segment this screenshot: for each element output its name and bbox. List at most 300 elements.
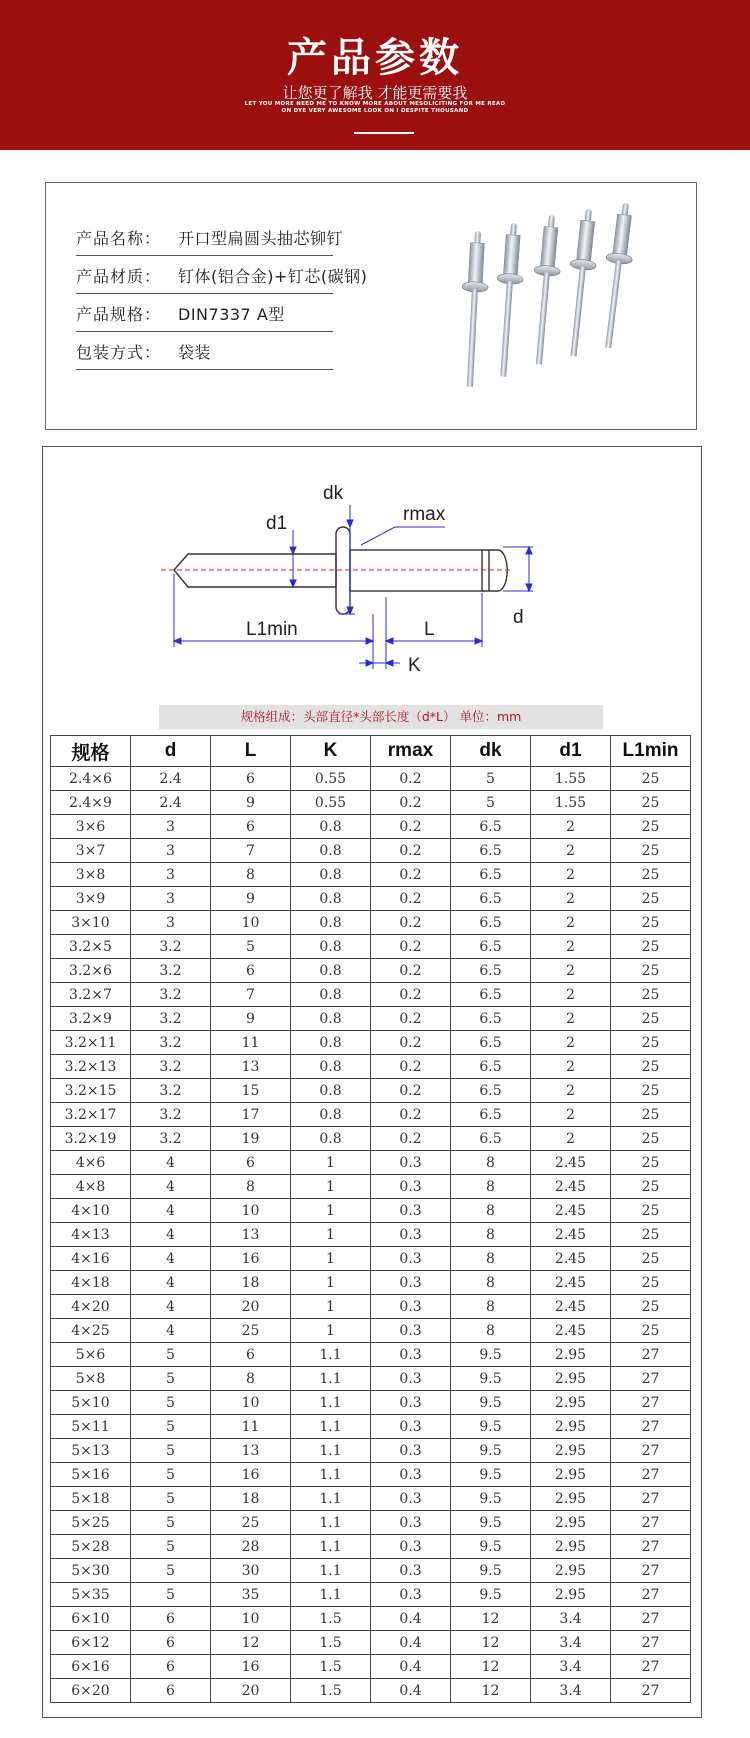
table-cell: 25: [611, 1151, 691, 1175]
rivet-product-photo: [456, 201, 666, 411]
table-cell: 5: [131, 1415, 211, 1439]
table-cell: 4×25: [51, 1319, 131, 1343]
table-cell: 0.8: [291, 1007, 371, 1031]
table-cell: 1: [291, 1175, 371, 1199]
table-cell: 3.4: [531, 1631, 611, 1655]
table-cell: 6×10: [51, 1607, 131, 1631]
table-cell: 9.5: [451, 1511, 531, 1535]
table-cell: 5×13: [51, 1439, 131, 1463]
table-cell: 3.2: [131, 983, 211, 1007]
table-cell: 9.5: [451, 1559, 531, 1583]
table-cell: 0.8: [291, 887, 371, 911]
table-cell: 0.4: [371, 1607, 451, 1631]
product-packing-row: [76, 339, 333, 370]
table-cell: 3: [131, 911, 211, 935]
table-cell: 2.45: [531, 1199, 611, 1223]
table-cell: 3: [131, 839, 211, 863]
product-name-value: 开口型扁圆头抽芯铆钉: [178, 229, 344, 248]
table-cell: 6: [211, 1343, 291, 1367]
table-cell: 3×7: [51, 839, 131, 863]
page-subtitle-english: [0, 101, 750, 115]
product-material-label: 产品材质：: [76, 267, 162, 286]
table-cell: 5: [451, 791, 531, 815]
table-cell: 15: [211, 1079, 291, 1103]
table-row: [51, 1247, 691, 1271]
table-row: [51, 767, 691, 791]
table-cell: 4: [131, 1199, 211, 1223]
table-cell: 0.3: [371, 1391, 451, 1415]
table-row: [51, 1295, 691, 1319]
table-cell: 2.95: [531, 1463, 611, 1487]
table-cell: 25: [611, 1007, 691, 1031]
table-row: [51, 959, 691, 983]
table-cell: 8: [451, 1151, 531, 1175]
table-cell: 3.2×5: [51, 935, 131, 959]
table-row: [51, 1679, 691, 1703]
table-cell: 0.2: [371, 959, 451, 983]
table-cell: 0.2: [371, 1007, 451, 1031]
table-cell: 7: [211, 983, 291, 1007]
table-cell: 27: [611, 1439, 691, 1463]
table-cell: 4: [131, 1223, 211, 1247]
table-cell: 6.5: [451, 1079, 531, 1103]
table-cell: 19: [211, 1127, 291, 1151]
table-row: [51, 1103, 691, 1127]
table-cell: 9: [211, 791, 291, 815]
table-cell: 8: [211, 1367, 291, 1391]
table-cell: 6.5: [451, 935, 531, 959]
table-cell: 0.8: [291, 1103, 371, 1127]
table-cell: 0.3: [371, 1463, 451, 1487]
table-cell: 3.2: [131, 935, 211, 959]
table-row: [51, 1151, 691, 1175]
table-cell: 2.4×6: [51, 767, 131, 791]
table-cell: 3.2×9: [51, 1007, 131, 1031]
table-cell: 3.2×7: [51, 983, 131, 1007]
table-cell: 2.95: [531, 1439, 611, 1463]
table-cell: 2.95: [531, 1391, 611, 1415]
table-cell: 8: [451, 1319, 531, 1343]
table-cell: 0.2: [371, 1079, 451, 1103]
table-cell: 4: [131, 1247, 211, 1271]
table-cell: 6: [131, 1607, 211, 1631]
table-row: [51, 1391, 691, 1415]
table-row: [51, 935, 691, 959]
rivet-2: [490, 222, 527, 377]
table-cell: 27: [611, 1559, 691, 1583]
table-cell: 2: [531, 1031, 611, 1055]
product-spec-row: [76, 301, 333, 332]
table-cell: 1.1: [291, 1463, 371, 1487]
table-cell: 6.5: [451, 959, 531, 983]
table-cell: 17: [211, 1103, 291, 1127]
product-name-label: 产品名称：: [76, 229, 162, 248]
table-cell: 5: [131, 1535, 211, 1559]
table-cell: 3.4: [531, 1679, 611, 1703]
table-cell: 25: [611, 1223, 691, 1247]
label-d1: d1: [266, 513, 288, 534]
table-cell: 7: [211, 839, 291, 863]
table-cell: 5: [131, 1391, 211, 1415]
product-material-row: [76, 263, 368, 294]
table-cell: 35: [211, 1583, 291, 1607]
table-cell: 2.95: [531, 1511, 611, 1535]
table-cell: 0.2: [371, 863, 451, 887]
table-cell: 0.2: [371, 839, 451, 863]
table-cell: 6.5: [451, 863, 531, 887]
table-cell: 6.5: [451, 1127, 531, 1151]
table-cell: 0.2: [371, 1031, 451, 1055]
table-cell: 4×18: [51, 1271, 131, 1295]
label-d: d: [513, 607, 524, 628]
table-cell: 9.5: [451, 1535, 531, 1559]
table-cell: 0.8: [291, 1127, 371, 1151]
table-cell: 9.5: [451, 1343, 531, 1367]
table-cell: 10: [211, 1391, 291, 1415]
table-cell: 0.2: [371, 983, 451, 1007]
table-row: [51, 1559, 691, 1583]
table-cell: 2.95: [531, 1415, 611, 1439]
table-cell: 1.1: [291, 1583, 371, 1607]
table-row: [51, 1127, 691, 1151]
table-cell: 0.55: [291, 791, 371, 815]
table-cell: 3×8: [51, 863, 131, 887]
table-cell: 25: [611, 767, 691, 791]
table-cell: 4: [131, 1295, 211, 1319]
table-cell: 25: [611, 863, 691, 887]
table-cell: 27: [611, 1367, 691, 1391]
table-row: [51, 839, 691, 863]
table-cell: 3.2: [131, 959, 211, 983]
table-row: [51, 1055, 691, 1079]
table-cell: 2.45: [531, 1223, 611, 1247]
table-cell: 0.3: [371, 1247, 451, 1271]
table-cell: 25: [611, 839, 691, 863]
table-row: [51, 1079, 691, 1103]
table-cell: 4: [131, 1319, 211, 1343]
header-banner: [0, 0, 750, 150]
table-cell: 20: [211, 1295, 291, 1319]
table-cell: 3: [131, 815, 211, 839]
table-cell: 0.2: [371, 1103, 451, 1127]
table-cell: 0.8: [291, 815, 371, 839]
table-row: [51, 863, 691, 887]
table-cell: 1.1: [291, 1511, 371, 1535]
table-header-cell: L1min: [611, 736, 691, 767]
table-header-cell: rmax: [371, 736, 451, 767]
table-cell: 3×6: [51, 815, 131, 839]
table-cell: 25: [211, 1511, 291, 1535]
table-cell: 8: [211, 1175, 291, 1199]
table-cell: 3×9: [51, 887, 131, 911]
table-cell: 27: [611, 1535, 691, 1559]
table-cell: 2: [531, 863, 611, 887]
table-cell: 9.5: [451, 1415, 531, 1439]
table-cell: 5×10: [51, 1391, 131, 1415]
table-cell: 3.2: [131, 1127, 211, 1151]
table-cell: 5×18: [51, 1487, 131, 1511]
table-row: [51, 1415, 691, 1439]
table-cell: 0.4: [371, 1655, 451, 1679]
spec-note: 规格组成：头部直径*头部长度（d*L） 单位：mm: [159, 705, 603, 729]
table-cell: 0.2: [371, 791, 451, 815]
table-cell: 18: [211, 1487, 291, 1511]
table-cell: 0.3: [371, 1535, 451, 1559]
table-cell: 0.8: [291, 1055, 371, 1079]
table-cell: 25: [611, 815, 691, 839]
table-cell: 3.2×6: [51, 959, 131, 983]
table-cell: 2.45: [531, 1151, 611, 1175]
table-cell: 25: [611, 1031, 691, 1055]
table-cell: 27: [611, 1391, 691, 1415]
product-spec-value: DIN7337 A型: [178, 305, 285, 324]
table-cell: 27: [611, 1487, 691, 1511]
table-cell: 3.4: [531, 1655, 611, 1679]
table-cell: 4: [131, 1175, 211, 1199]
table-cell: 0.55: [291, 767, 371, 791]
table-row: [51, 1271, 691, 1295]
table-cell: 2.4: [131, 791, 211, 815]
table-cell: 0.2: [371, 887, 451, 911]
table-cell: 5: [131, 1439, 211, 1463]
table-cell: 0.8: [291, 935, 371, 959]
table-cell: 6.5: [451, 887, 531, 911]
table-cell: 2: [531, 839, 611, 863]
table-cell: 11: [211, 1031, 291, 1055]
table-cell: 6: [131, 1631, 211, 1655]
label-l: L: [424, 619, 435, 640]
table-cell: 2.45: [531, 1295, 611, 1319]
table-cell: 6.5: [451, 983, 531, 1007]
table-cell: 8: [451, 1223, 531, 1247]
table-cell: 4×20: [51, 1295, 131, 1319]
table-cell: 5: [211, 935, 291, 959]
product-info-box: [45, 182, 697, 430]
table-cell: 5×8: [51, 1367, 131, 1391]
table-cell: 8: [451, 1247, 531, 1271]
table-cell: 1: [291, 1319, 371, 1343]
table-cell: 12: [451, 1679, 531, 1703]
table-cell: 8: [451, 1199, 531, 1223]
table-cell: 25: [611, 959, 691, 983]
table-row: [51, 815, 691, 839]
table-cell: 5: [131, 1559, 211, 1583]
table-cell: 27: [611, 1343, 691, 1367]
table-cell: 27: [611, 1511, 691, 1535]
table-cell: 3.2: [131, 1031, 211, 1055]
table-cell: 8: [451, 1175, 531, 1199]
table-cell: 3×10: [51, 911, 131, 935]
table-cell: 3.2: [131, 1079, 211, 1103]
table-cell: 3.2: [131, 1007, 211, 1031]
rivet-5: [595, 201, 639, 349]
table-cell: 2: [531, 1127, 611, 1151]
table-cell: 0.8: [291, 959, 371, 983]
rivet-3: [526, 214, 565, 366]
table-cell: 0.3: [371, 1511, 451, 1535]
table-cell: 3.2×11: [51, 1031, 131, 1055]
product-material-value: 钉体(铝合金)+钉芯(碳钢): [178, 267, 368, 286]
table-cell: 12: [451, 1655, 531, 1679]
table-cell: 4: [131, 1271, 211, 1295]
table-cell: 5×35: [51, 1583, 131, 1607]
table-cell: 6: [211, 815, 291, 839]
table-cell: 0.8: [291, 1079, 371, 1103]
table-cell: 12: [451, 1607, 531, 1631]
table-cell: 13: [211, 1223, 291, 1247]
table-cell: 3.2: [131, 1055, 211, 1079]
table-cell: 25: [611, 1103, 691, 1127]
table-cell: 3: [131, 887, 211, 911]
table-cell: 27: [611, 1415, 691, 1439]
table-cell: 0.2: [371, 1127, 451, 1151]
subtitle-english-line-1: LET YOU MORE NEED ME TO KNOW MORE ABOUT MESOLICITING FOR ME READ: [244, 101, 506, 107]
table-cell: 27: [611, 1679, 691, 1703]
table-cell: 6×12: [51, 1631, 131, 1655]
table-cell: 11: [211, 1415, 291, 1439]
table-cell: 6.5: [451, 839, 531, 863]
table-row: [51, 1175, 691, 1199]
table-cell: 0.8: [291, 911, 371, 935]
table-cell: 3.2×17: [51, 1103, 131, 1127]
table-header-cell: dk: [451, 736, 531, 767]
table-cell: 2: [531, 911, 611, 935]
table-cell: 4×13: [51, 1223, 131, 1247]
table-cell: 1.55: [531, 791, 611, 815]
table-cell: 25: [611, 1199, 691, 1223]
table-cell: 9: [211, 1007, 291, 1031]
table-cell: 5×11: [51, 1415, 131, 1439]
table-cell: 5×25: [51, 1511, 131, 1535]
table-cell: 5×6: [51, 1343, 131, 1367]
table-cell: 6: [211, 959, 291, 983]
label-l1min: L1min: [246, 619, 298, 640]
table-cell: 1.5: [291, 1631, 371, 1655]
table-cell: 6: [131, 1679, 211, 1703]
table-cell: 25: [611, 983, 691, 1007]
table-cell: 2.4: [131, 767, 211, 791]
product-packing-value: 袋装: [178, 343, 212, 362]
table-cell: 2.95: [531, 1583, 611, 1607]
table-cell: 6: [131, 1655, 211, 1679]
table-cell: 9.5: [451, 1391, 531, 1415]
rivet-4: [561, 208, 602, 358]
table-cell: 4×8: [51, 1175, 131, 1199]
table-cell: 2.45: [531, 1175, 611, 1199]
table-cell: 0.2: [371, 935, 451, 959]
table-cell: 6: [211, 767, 291, 791]
table-body: [51, 767, 691, 1703]
table-cell: 3.2: [131, 1103, 211, 1127]
table-cell: 0.3: [371, 1295, 451, 1319]
product-packing-label: 包装方式：: [76, 343, 162, 362]
table-cell: 10: [211, 1199, 291, 1223]
table-cell: 0.3: [371, 1271, 451, 1295]
table-row: [51, 1583, 691, 1607]
table-cell: 0.3: [371, 1487, 451, 1511]
table-cell: 0.3: [371, 1319, 451, 1343]
table-row: [51, 1319, 691, 1343]
table-cell: 0.2: [371, 767, 451, 791]
table-cell: 30: [211, 1559, 291, 1583]
table-cell: 6.5: [451, 1055, 531, 1079]
table-cell: 2.95: [531, 1367, 611, 1391]
spec-box: [42, 446, 702, 1718]
table-cell: 1: [291, 1271, 371, 1295]
table-cell: 2.4×9: [51, 791, 131, 815]
table-cell: 25: [611, 887, 691, 911]
table-cell: 0.8: [291, 983, 371, 1007]
table-cell: 6.5: [451, 815, 531, 839]
table-row: [51, 1655, 691, 1679]
title-underline: [354, 132, 414, 134]
table-cell: 3.2×13: [51, 1055, 131, 1079]
table-cell: 25: [211, 1319, 291, 1343]
table-header-cell: K: [291, 736, 371, 767]
table-cell: 2.95: [531, 1559, 611, 1583]
table-cell: 28: [211, 1535, 291, 1559]
table-cell: 0.3: [371, 1223, 451, 1247]
table-row: [51, 887, 691, 911]
table-cell: 27: [611, 1583, 691, 1607]
table-cell: 18: [211, 1271, 291, 1295]
table-cell: 1: [291, 1295, 371, 1319]
table-cell: 6×16: [51, 1655, 131, 1679]
page-subtitle: 让您更了解我 才能更需要我: [282, 84, 468, 102]
rivet-1: [457, 230, 491, 387]
table-cell: 0.3: [371, 1439, 451, 1463]
table-header-cell: d1: [531, 736, 611, 767]
table-cell: 10: [211, 1607, 291, 1631]
table-cell: 13: [211, 1439, 291, 1463]
table-row: [51, 1343, 691, 1367]
table-row: [51, 1607, 691, 1631]
table-cell: 0.2: [371, 815, 451, 839]
table-cell: 2: [531, 887, 611, 911]
table-cell: 0.3: [371, 1559, 451, 1583]
table-cell: 4×16: [51, 1247, 131, 1271]
table-row: [51, 1631, 691, 1655]
table-cell: 2: [531, 1103, 611, 1127]
table-cell: 5: [131, 1463, 211, 1487]
table-cell: 25: [611, 791, 691, 815]
table-cell: 2: [531, 1007, 611, 1031]
table-cell: 1: [291, 1223, 371, 1247]
table-cell: 1.55: [531, 767, 611, 791]
table-cell: 6.5: [451, 1031, 531, 1055]
table-cell: 10: [211, 911, 291, 935]
table-cell: 25: [611, 1319, 691, 1343]
table-cell: 0.3: [371, 1583, 451, 1607]
table-cell: 16: [211, 1463, 291, 1487]
table-cell: 1.1: [291, 1487, 371, 1511]
table-cell: 27: [611, 1463, 691, 1487]
table-cell: 16: [211, 1655, 291, 1679]
table-cell: 9.5: [451, 1439, 531, 1463]
table-cell: 1.5: [291, 1607, 371, 1631]
table-cell: 27: [611, 1655, 691, 1679]
table-cell: 12: [451, 1631, 531, 1655]
table-cell: 25: [611, 1295, 691, 1319]
table-cell: 2.45: [531, 1319, 611, 1343]
subtitle-english-line-2: ON DYE VERY AWESOME LOOK ON I DESPITE THOUSAND: [281, 108, 469, 114]
table-cell: 2: [531, 1055, 611, 1079]
table-cell: 0.3: [371, 1151, 451, 1175]
table-cell: 0.3: [371, 1175, 451, 1199]
table-cell: 1: [291, 1247, 371, 1271]
table-cell: 2.95: [531, 1343, 611, 1367]
table-cell: 0.4: [371, 1631, 451, 1655]
